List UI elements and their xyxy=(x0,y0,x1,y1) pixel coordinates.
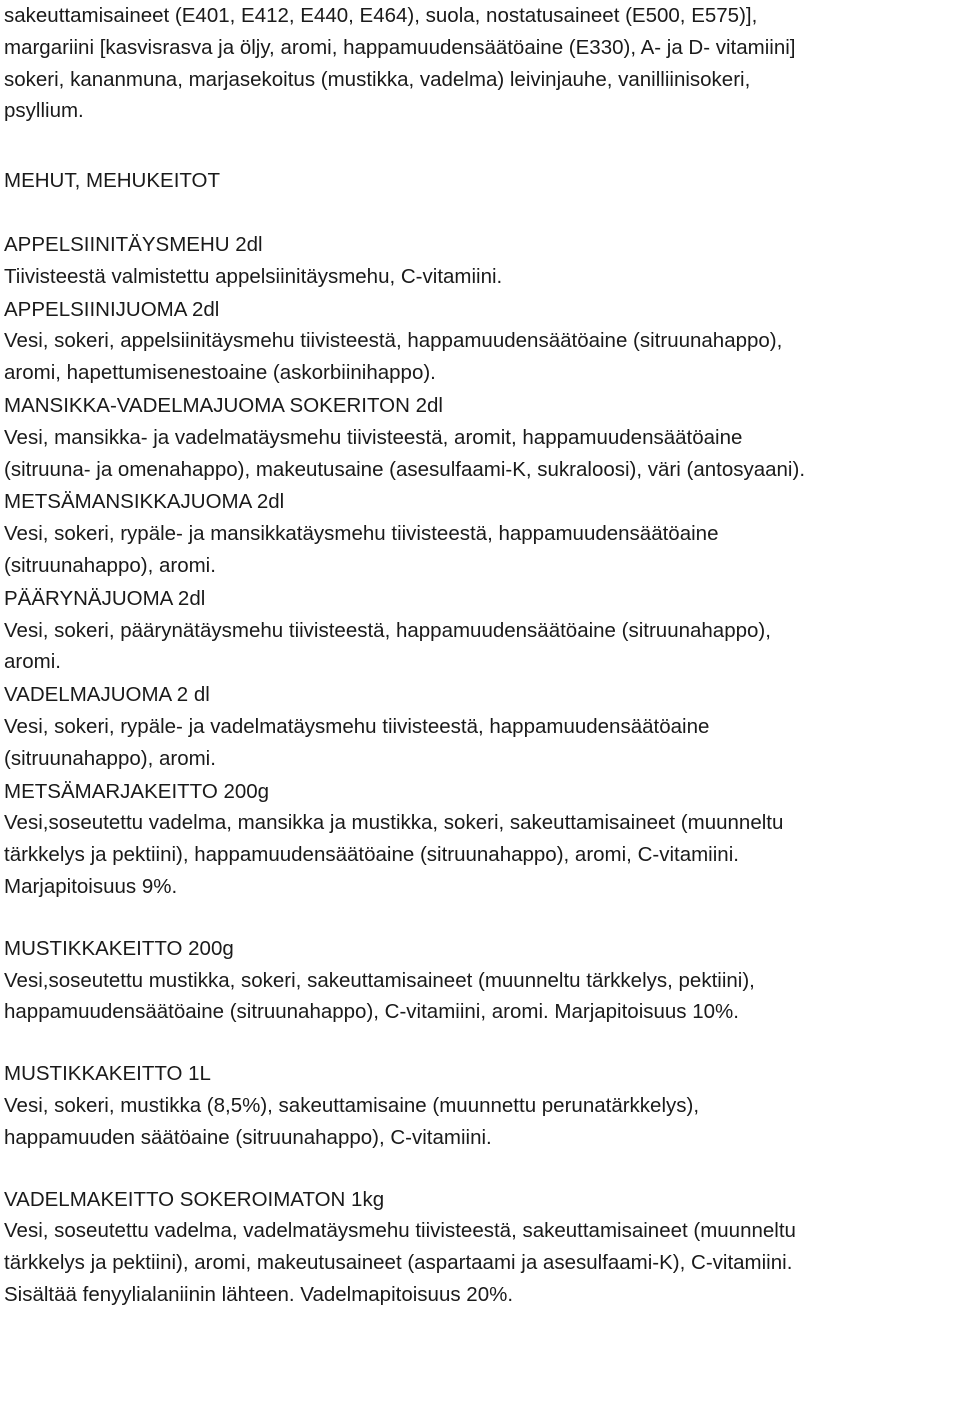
product-item xyxy=(4,229,954,293)
product-ingredients: Vesi, sokeri, appelsiinitäysmehu tiivisteestä, happamuudensäätöaine (sitruunahappo), aromi, hapettumisenestoaine (askorbiinihappo). xyxy=(4,329,783,385)
intro-paragraph: sakeuttamisaineet (E401, E412, E440, E464), suola, nostatusaineet (E500, E575)], margariini [kasvisrasva ja öljy, aromi, happamuudensäätöaine (E330), A- ja D- vitamiini] sokeri, kananmuna, marjasekoitus (mustikka, vadelma) leivinjauhe, vanilliinisokeri, psyllium. xyxy=(4,4,796,123)
product-title: MANSIKKA-VADELMAJUOMA SOKERITON 2dl xyxy=(4,393,443,417)
product-item xyxy=(4,1184,954,1311)
product-item xyxy=(4,583,954,678)
product-item xyxy=(4,1058,954,1153)
product-title: VADELMAKEITTO SOKEROIMATON 1kg xyxy=(4,1187,385,1211)
product-title: APPELSIINIJUOMA 2dl xyxy=(4,297,220,321)
product-item xyxy=(4,486,954,581)
product-title: MUSTIKKAKEITTO 200g xyxy=(4,936,234,960)
product-ingredients: Vesi, soseutettu vadelma, vadelmatäysmehu tiivisteestä, sakeuttamisaineet (muunneltu tärkkelys ja pektiini), aromi, makeutusaineet (aspartaami ja asesulfaami-K), C-vitamiini. Sisältää fenyylialaniinin lähteen. Vadelmapitoisuus 20%. xyxy=(4,1219,796,1306)
product-item xyxy=(4,390,954,485)
product-item xyxy=(4,679,954,774)
product-ingredients: Vesi,soseutettu mustikka, sokeri, sakeuttamisaineet (muunneltu tärkkelys, pektiini), happamuudensäätöaine (sitruunahappo), C-vitamiini, aromi. Marjapitoisuus 10%. xyxy=(4,968,755,1024)
section-title: MEHUT, MEHUKEITOT xyxy=(4,169,221,193)
product-item xyxy=(4,776,954,903)
document-page xyxy=(4,0,954,1311)
product-ingredients: Vesi,soseutettu vadelma, mansikka ja mustikka, sokeri, sakeuttamisaineet (muunneltu tärkkelys ja pektiini), happamuudensäätöaine (sitruunahappo), aromi, C-vitamiini. Marjapitoisuus 9%. xyxy=(4,811,784,898)
product-title: MUSTIKKAKEITTO 1L xyxy=(4,1062,211,1086)
product-title: VADELMAJUOMA 2 dl xyxy=(4,683,210,707)
product-ingredients: Tiivisteestä valmistettu appelsiinitäysmehu, C-vitamiini. xyxy=(4,264,503,288)
product-title: METSÄMANSIKKAJUOMA 2dl xyxy=(4,490,285,514)
product-ingredients: Vesi, sokeri, rypäle- ja vadelmatäysmehu tiivisteestä, happamuudensäätöaine (sitruunahappo), aromi. xyxy=(4,714,710,770)
product-title: APPELSIINITÄYSMEHU 2dl xyxy=(4,232,263,256)
product-ingredients: Vesi, sokeri, päärynätäysmehu tiivisteestä, happamuudensäätöaine (sitruunahappo), aromi. xyxy=(4,618,771,674)
product-item xyxy=(4,294,954,389)
product-item xyxy=(4,933,954,1028)
product-ingredients: Vesi, sokeri, mustikka (8,5%), sakeuttamisaine (muunnettu perunatärkkelys), happamuuden säätöaine (sitruunahappo), C-vitamiini. xyxy=(4,1093,700,1149)
product-ingredients: Vesi, mansikka- ja vadelmatäysmehu tiivisteestä, aromit, happamuudensäätöaine (sitruuna- ja omenahappo), makeutusaine (asesulfaami-K, sukraloosi), väri (antosyaani). xyxy=(4,425,806,481)
product-title: PÄÄRYNÄJUOMA 2dl xyxy=(4,586,206,610)
product-ingredients: Vesi, sokeri, rypäle- ja mansikkatäysmehu tiivisteestä, happamuudensäätöaine (sitruunahappo), aromi. xyxy=(4,522,719,577)
product-title: METSÄMARJAKEITTO 200g xyxy=(4,779,270,803)
